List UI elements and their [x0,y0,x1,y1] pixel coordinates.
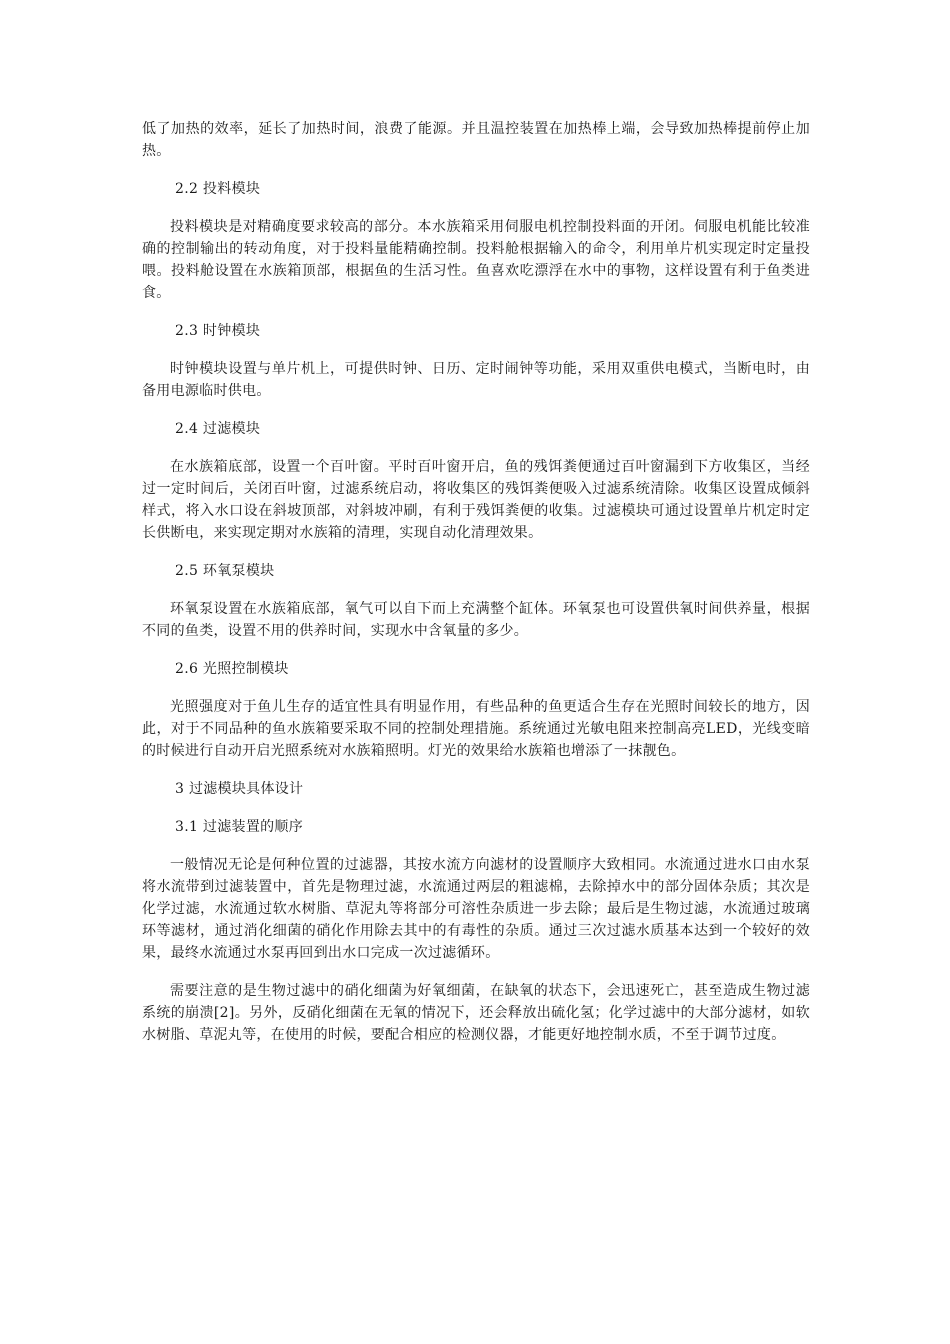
paragraph-filter-notes: 需要注意的是生物过滤中的硝化细菌为好氧细菌，在缺氧的状态下，会迅速死亡，甚至造成生物过滤系统的崩溃[2]。另外，反硝化细菌在无氧的情况下，还会释放出硫化氢；化学过滤中的大部分滤材，如软水树脂、草泥丸等，在使用的时候，要配合相应的检测仪器，才能更好地控制水质，不至于调节过度。 [142,983,810,1043]
paragraph-filter-module: 在水族箱底部，设置一个百叶窗。平时百叶窗开启，鱼的残饵粪便通过百叶窗漏到下方收集区，当经过一定时间后，关闭百叶窗，过滤系统启动，将收集区的残饵粪便吸入过滤系统清除。收集区设置成倾斜样式，将入水口设在斜坡顶部，对斜坡冲刷，有利于残饵粪便的收集。过滤模块可通过设置单片机定时定长供断电，来实现定期对水族箱的清理，实现自动化清理效果。 [142,459,810,541]
section-heading-3: 3 过滤模块具体设计 [175,781,304,797]
section-heading-2-4: 2.4 过滤模块 [175,421,261,437]
section-heading-3-1: 3.1 过滤装置的顺序 [175,819,304,835]
section-heading-2-2: 2.2 投料模块 [175,181,261,197]
paragraph-lighting-module: 光照强度对于鱼儿生存的适宜性具有明显作用，有些品种的鱼更适合生存在光照时间较长的地方，因此，对于不同品种的鱼水族箱要采取不同的控制处理措施。系统通过光敏电阻来控制高亮LED，光线变暗的时候进行自动开启光照系统对水族箱照明。灯光的效果给水族箱也增添了一抹靓色。 [142,699,810,759]
paragraph-oxygen-pump-module: 环氧泵设置在水族箱底部，氧气可以自下而上充满整个缸体。环氧泵也可设置供氧时间供养量，根据不同的鱼类，设置不用的供养时间，实现水中含氧量的多少。 [142,601,810,639]
paragraph-continuation: 低了加热的效率，延长了加热时间，浪费了能源。并且温控装置在加热棒上端，会导致加热棒提前停止加热。 [142,121,810,159]
document-page [142,118,810,1062]
paragraph-filter-order: 一般情况无论是何种位置的过滤器，其按水流方向滤材的设置顺序大致相同。水流通过进水口由水泵将水流带到过滤装置中，首先是物理过滤，水流通过两层的粗滤棉，去除掉水中的部分固体杂质；其次是化学过滤，水流通过软水树脂、草泥丸等将部分可溶性杂质进一步去除；最后是生物过滤，水流通过玻璃环等滤材，通过消化细菌的硝化作用除去其中的有毒性的杂质。通过三次过滤水质基本达到一个较好的效果，最终水流通过水泵再回到出水口完成一次过滤循环。 [142,857,810,961]
section-heading-2-6: 2.6 光照控制模块 [175,661,289,677]
paragraph-clock-module: 时钟模块设置与单片机上，可提供时钟、日历、定时闹钟等功能，采用双重供电模式，当断电时，由备用电源临时供电。 [142,361,810,399]
section-heading-2-3: 2.3 时钟模块 [175,323,261,339]
paragraph-feeding-module: 投料模块是对精确度要求较高的部分。本水族箱采用伺服电机控制投料面的开闭。伺服电机能比较准确的控制输出的转动角度，对于投料量能精确控制。投料舱根据输入的命令，利用单片机实现定时定量投喂。投料舱设置在水族箱顶部，根据鱼的生活习性。鱼喜欢吃漂浮在水中的事物，这样设置有利于鱼类进食。 [142,219,810,301]
section-heading-2-5: 2.5 环氧泵模块 [175,563,275,579]
